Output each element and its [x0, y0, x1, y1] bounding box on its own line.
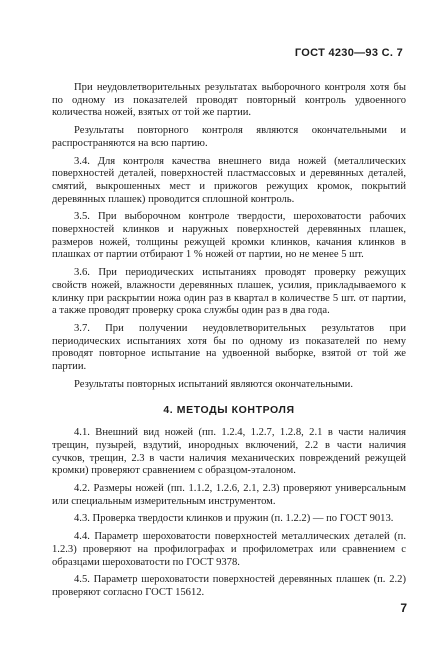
paragraph-3-6: 3.6. При периодических испытаниях проводят проверку режущих свойств ножей, влажности деревянных плашек, усилия, прикладываемого к клинку при раскрытии ножа один раз в квартал в количестве 5 шт. от партии, а также проводят проверку срока службы один раз в два года. — [52, 267, 406, 317]
paragraph-3-5: 3.5. При выборочном контроле твердости, шероховатости рабочих поверхностей клинков и наружных поверхностей деревянных плашек, размеров ножей, толщины режущей кромки клинков, качания клинков в плашках от партии отбирают 1 % ножей от партии, но не менее 5 шт. — [52, 211, 406, 261]
page-header: ГОСТ 4230—93 С. 7 — [294, 47, 403, 59]
document-body — [52, 82, 406, 605]
paragraph-4-1: 4.1. Внешний вид ножей (пп. 1.2.4, 1.2.7, 1.2.8, 2.1 в части наличия трещин, пузырей, вздутий, инородных включений, 2.2 в части наличия сучков, трещин, 2.3 в части наличия механических повреждений режущей кромки) проверяют сравнением с образцом-эталоном. — [52, 427, 406, 477]
paragraph-3-4: 3.4. Для контроля качества внешнего вида ножей (металлических поверхностей деталей, поверхностей пластмассовых и деревянных деталей, смятий, выкрошенных мест и прижогов режущих кромок, покрытий деревянных плашек) проводится сплошной контроль. — [52, 155, 406, 205]
paragraph: При неудовлетворительных результатах выборочного контроля хотя бы по одному из показателей проводят повторный контроль удвоенного количества ножей, взятых от той же партии. — [52, 82, 406, 119]
section-title: 4. МЕТОДЫ КОНТРОЛЯ — [163, 404, 295, 417]
paragraph: Результаты повторных испытаний являются окончательными. — [74, 378, 354, 390]
paragraph-4-3: 4.3. Проверка твердости клинков и пружин (п. 1.2.2) — по ГОСТ 9013. — [74, 513, 394, 525]
paragraph-3-7: 3.7. При получении неудовлетворительных результатов при периодических испытаниях хотя бы по одному из показателей по нему проводят повторное испытание на удвоенной выборке, взятой от той же партии. — [52, 322, 406, 373]
paragraph-4-4: 4.4. Параметр шероховатости поверхностей металлических деталей (п. 1.2.3) проверяют на профилографах и профилометрах или сравнением с образцами шероховатости по ГОСТ 9378. — [52, 531, 406, 568]
page-number: 7 — [400, 601, 407, 615]
paragraph-4-5: 4.5. Параметр шероховатости поверхностей деревянных плашек (п. 2.2) проверяют согласно ГОСТ 15612. — [52, 574, 406, 598]
paragraph: Результаты повторного контроля являются окончательными и распространяются на всю партию. — [52, 125, 406, 149]
paragraph-4-2: 4.2. Размеры ножей (пп. 1.1.2, 1.2.6, 2.1, 2.3) проверяют универсальным или специальным измерительным инструментом. — [52, 482, 406, 507]
